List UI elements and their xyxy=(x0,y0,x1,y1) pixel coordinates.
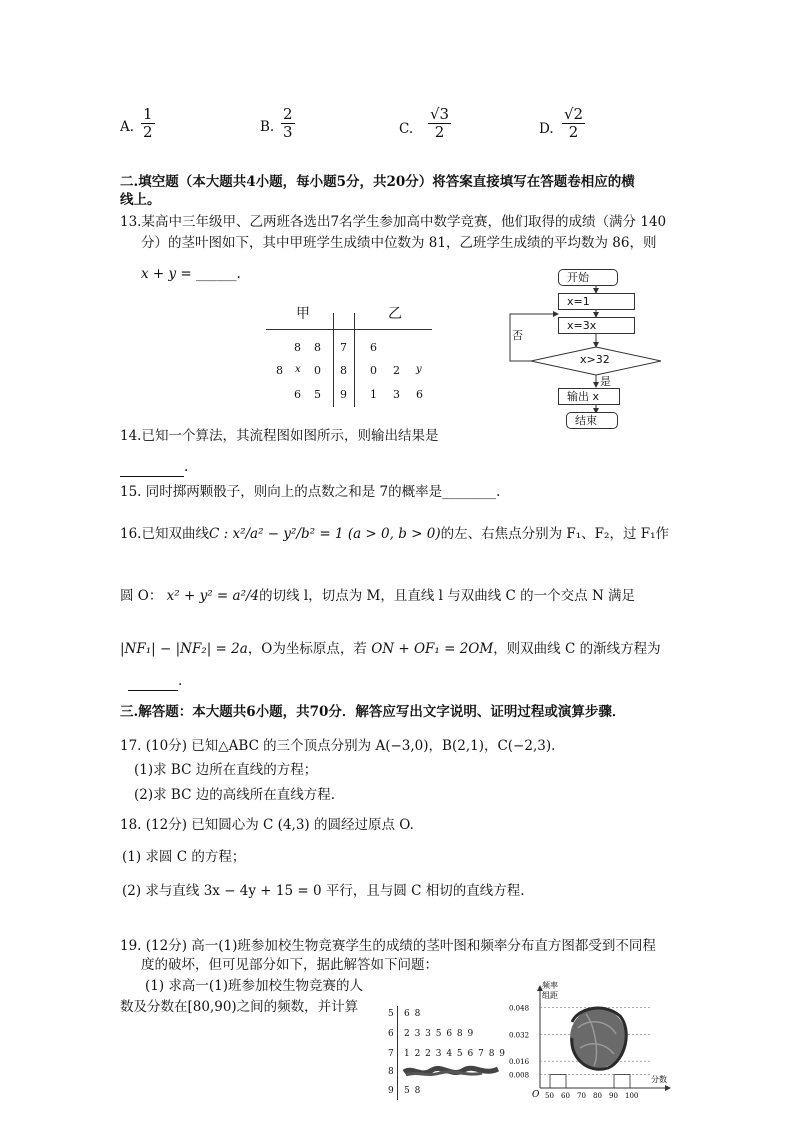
leaf-right-r3-a: 1 xyxy=(370,388,377,401)
y-label-bottom: 组距 xyxy=(542,991,558,1000)
q14-line1: 14.已知一个算法，其流程图如图所示，则输出结果是 xyxy=(120,428,439,444)
q19-line3: (1) 求高一(1)班参加校生物竞赛的人 xyxy=(145,978,364,994)
leaf-left-r3-b: 5 xyxy=(314,388,321,401)
q16-line1-a: 16.已知双曲线 xyxy=(120,526,209,542)
section3-header: 三.解答题：本大题共6小题，共70分．解答应写出文字说明、证明过程或演算步骤． xyxy=(120,704,626,720)
stem2-r5: 9 xyxy=(388,1086,394,1096)
leaf-left-r3-a: 6 xyxy=(294,388,301,401)
leaf-right-r2-a: 0 xyxy=(370,364,377,377)
q19-line4: 数及分数在[80,90)之间的频数，并计算 xyxy=(120,999,359,1015)
histogram xyxy=(508,978,678,1100)
leaf-left-r1-b: 8 xyxy=(314,341,321,354)
histogram-damage xyxy=(570,1008,626,1069)
q14-answer-line xyxy=(120,458,188,477)
q16-line1 xyxy=(120,525,669,543)
option-c-numerator: √3 xyxy=(430,105,450,123)
q16-line2-b: x² + y² = xyxy=(166,588,229,604)
x-tick-label: 90 xyxy=(609,1092,618,1100)
q16-answer-line xyxy=(128,672,182,691)
option-c-label: C. xyxy=(399,121,414,137)
q16-line4: . xyxy=(178,673,183,689)
q16-line3-b: ，O为坐标原点，若 xyxy=(247,641,367,657)
y-tick-label: 0.016 xyxy=(509,1058,530,1067)
y-tick-label: 0.032 xyxy=(509,1031,530,1040)
option-d-denominator: 2 xyxy=(568,123,579,141)
leaf-right-r2-b: 2 xyxy=(393,364,400,377)
x-tick-label: 80 xyxy=(593,1092,602,1100)
option-b-fraction xyxy=(281,106,295,141)
q16-line1-d: (a > 0, b > 0) xyxy=(347,526,441,542)
leaves2-r5: 5 8 xyxy=(404,1086,422,1096)
stem-leaf-vline-left xyxy=(333,313,334,407)
q16-line2 xyxy=(120,587,635,605)
leaf-left-r1-a: 8 xyxy=(294,341,301,354)
q17-line2: (1)求 BC 边所在直线的方程； xyxy=(134,762,318,778)
histogram-bar xyxy=(550,1075,566,1088)
q19-line1: 19. (12分) 高一(1)班参加校生物竞赛学生的成绩的茎叶图和频率分布直方图都受到不同程 xyxy=(120,938,656,954)
fc-end: 结束 xyxy=(566,412,618,429)
q15-text: 15. 同时掷两颗骰子，则向上的点数之和是 7的概率是________. xyxy=(120,484,501,500)
q13-line2: 分）的茎叶图如下，其中甲班学生成绩中位数为 81，乙班学生成绩的平均数为 86，则 xyxy=(141,235,657,251)
x-tick-label: 100 xyxy=(625,1092,639,1100)
fc-no-label: 否 xyxy=(512,329,523,342)
stem-leaf-2-vline xyxy=(397,1006,398,1100)
q18-line1: 18. (12分) 已知圆心为 C (4,3) 的圆经过原点 O. xyxy=(120,817,414,833)
option-c-denominator: 2 xyxy=(434,123,445,141)
option-d-fraction xyxy=(562,106,585,141)
option-b-numerator: 2 xyxy=(283,105,293,123)
fc-output: 输出 x xyxy=(558,388,620,405)
option-b-denominator: 3 xyxy=(283,123,293,141)
fc-yes-label: 是 xyxy=(600,375,611,388)
q16-line3-a: |NF₁| − |NF₂| = 2a xyxy=(120,641,248,657)
leaf-right-r1-a: 6 xyxy=(370,341,377,354)
q16-blank xyxy=(128,672,178,691)
leaf-right-r3-c: 6 xyxy=(416,388,423,401)
q17-line3: (2)求 BC 边的高线所在直线方程. xyxy=(134,787,335,803)
origin-label: O xyxy=(532,1090,540,1100)
x-tick-label: 60 xyxy=(561,1092,570,1100)
stem-r3: 9 xyxy=(340,388,347,401)
flowchart-lines xyxy=(508,265,668,430)
stem2-r2: 6 xyxy=(388,1029,394,1039)
q16-line2-c: a²/4 xyxy=(232,588,260,604)
stem-leaf-plot-1 xyxy=(266,305,432,407)
option-d-label: D. xyxy=(539,121,554,137)
q16-line1-b: C : xyxy=(208,526,229,542)
stem-leaf-plot-2 xyxy=(384,1006,507,1100)
stem-leaf-2-damage xyxy=(402,1064,500,1080)
q13-line3: x + y = ______. xyxy=(141,266,241,282)
q14-line2: . xyxy=(184,459,189,475)
option-a-denominator: 2 xyxy=(143,123,153,141)
option-a-label: A. xyxy=(120,119,135,135)
stem-leaf-vline-right xyxy=(354,313,355,407)
section2-line2: 线上。 xyxy=(120,192,161,208)
leaf-left-r2-b: x xyxy=(295,364,301,375)
option-c-fraction xyxy=(428,106,451,141)
leaves2-r3: 1 2 2 3 4 5 6 7 8 9 xyxy=(404,1049,507,1059)
q13-line1: 13.某高中三年级甲、乙两班各选出7名学生参加高中数学竞赛，他们取得的成绩（满分 140 xyxy=(120,214,667,230)
x-label: 分数 xyxy=(651,1075,667,1084)
flowchart xyxy=(508,265,668,430)
stem-leaf-right-header: 乙 xyxy=(388,306,402,322)
option-a-fraction xyxy=(141,106,155,141)
q14-blank xyxy=(120,458,184,477)
leaf-left-r2-c: 0 xyxy=(314,364,321,377)
y-label-top: 频率 xyxy=(542,981,558,990)
q16-line3 xyxy=(120,640,661,658)
y-tick-label: 0.048 xyxy=(509,1004,530,1013)
option-d-numerator: √2 xyxy=(564,105,584,123)
leaf-right-r2-c: y xyxy=(416,364,422,375)
q16-line1-e: 的左、右焦点分别为 F₁、F₂，过 F₁作 xyxy=(440,526,670,542)
x-tick-label: 50 xyxy=(545,1092,554,1100)
leaves2-r1: 6 8 xyxy=(404,1009,422,1019)
fc-cond: x>32 xyxy=(580,353,610,366)
q18-line2: (1) 求圆 C 的方程； xyxy=(122,849,246,865)
q19-line2: 度的破坏，但可见部分如下，据此解答如下问题： xyxy=(141,957,438,973)
leaves2-r2: 2 3 3 5 6 8 9 xyxy=(404,1029,475,1039)
option-b-label: B. xyxy=(260,119,275,135)
fc-init: x=1 xyxy=(558,293,635,310)
leaf-right-r3-b: 3 xyxy=(393,388,400,401)
stem-leaf-left-header: 甲 xyxy=(296,306,310,322)
section2-line1: 二.填空题（本大题共4小题，每小题5分，共20分）将答案直接填写在答题卷相应的横 xyxy=(120,174,635,190)
y-tick-label: 0.008 xyxy=(509,1071,530,1080)
option-a-numerator: 1 xyxy=(143,105,153,123)
q16-line1-c: x²/a² − y²/b² = 1 xyxy=(232,526,344,542)
stem-r1: 7 xyxy=(340,341,347,354)
q17-line1: 17. (10分) 已知△ABC 的三个顶点分别为 A(−3,0)，B(2,1)，C(−2,3). xyxy=(120,738,556,754)
x-tick-label: 70 xyxy=(577,1092,586,1100)
stem-r2: 8 xyxy=(340,364,347,377)
stem2-r4: 8 xyxy=(388,1067,394,1077)
q16-line2-a: 圆 O： xyxy=(120,588,163,604)
leaf-left-r2-a: 8 xyxy=(276,364,283,377)
fc-start: 开始 xyxy=(558,269,618,286)
stem-leaf-hline xyxy=(266,329,432,330)
q16-line3-c: ON + OF₁ = 2OM xyxy=(371,641,494,657)
stem2-r3: 7 xyxy=(388,1049,394,1059)
q16-line2-d: 的切线 l，切点为 M，且直线 l 与双曲线 C 的一个交点 N 满足 xyxy=(259,588,636,604)
q16-line3-d: ，则双曲线 C 的渐线方程为 xyxy=(493,641,661,657)
stem2-r1: 5 xyxy=(388,1009,394,1019)
fc-assign: x=3x xyxy=(558,317,635,334)
q18-line3: (2) 求与直线 3x − 4y + 15 = 0 平行，且与圆 C 相切的直线方程. xyxy=(122,883,525,899)
histogram-bar xyxy=(614,1075,630,1088)
